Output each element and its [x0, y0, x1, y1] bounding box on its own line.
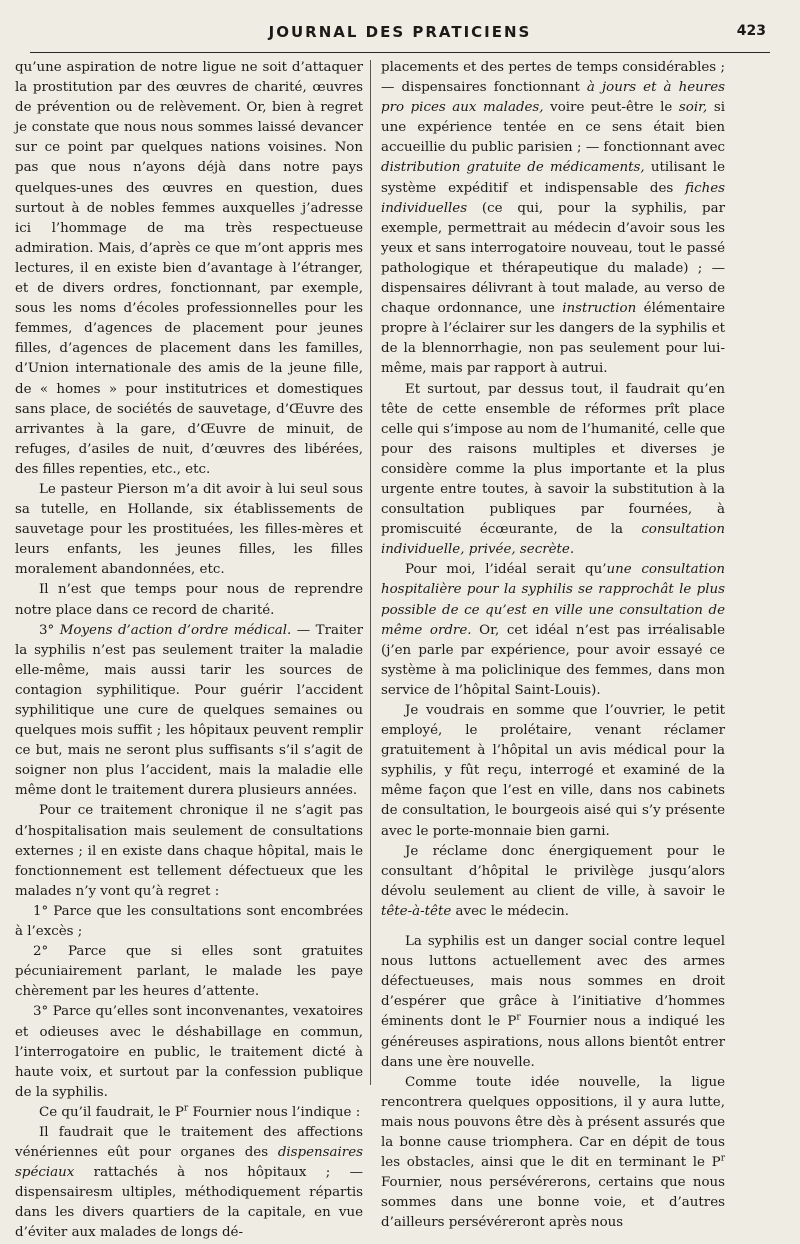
paragraph — [381, 1073, 725, 1234]
paragraph-text: si une expérience tentée en ce sens était bien accueillie du public parisien ; — fonctionnant avec — [381, 100, 726, 156]
right-column — [381, 58, 725, 1233]
paragraph — [15, 1123, 363, 1244]
paragraph-text: Fournier nous a indiqué les généreuses aspirations, nous allons bientôt entrer dans une ère nouvelle. — [381, 1014, 725, 1070]
journal-title: JOURNAL DES PRATICIENS — [268, 23, 532, 41]
paragraph — [15, 1103, 363, 1123]
section-number: 3° — [39, 622, 60, 638]
paragraph — [381, 58, 725, 380]
italic-text: fiches individuelles — [381, 180, 725, 216]
paragraph: Le pasteur Pierson m’a dit avoir à lui seul sous sa tutelle, en Hollande, six établissements de sauvetage pour les prostituées, les filles-mères et leurs enfants, les jeunes filles, les filles moralement abandonnées, etc. — [15, 481, 363, 578]
paragraph: qu’une aspiration de notre ligue ne soit d’attaquer la prostitution par des œuvres de charité, œuvres de prévention ou de relèvement. Or, bien à regret je constate que nous nous sommes laissé devancer sur ce point par quelques nations voisines. Non pas que nous n’ayons déjà dans notre pays quelques-unes des œuvres en question, dues surtout à de nobles femmes auxquelles j’adresse ici l’hommage de ma très respectueuse admiration. Mais, d’après ce que m’ont appris mes lectures, il en existe bien d’avantage à l’étranger, et de divers ordres, fonctionnant, par exemple, sous les noms d’écoles professionnelles pour les femmes, d’agences de placement pour jeunes filles, d’agences de placement dans les familles, d’Union internationale des amis de la jeune fille, de « homes » pour institutrices et domestiques sans place, de sociétés de sauvetage, d’Œuvre des arrivantes à la gare, d’Œuvre de minuit, de refuges, d’asiles de nuit, d’œuvres des libérées, des filles repenties, etc., etc. — [15, 60, 363, 477]
italic-text: une consultation hospitalière pour la syphilis se rapprochât le plus possible de ce qu’est en ville une consultation de même ordre. — [381, 562, 726, 638]
left-column — [15, 58, 363, 1244]
paragraph-text: Il faudrait que le traitement des affections vénériennes eût pour organes des — [15, 1124, 363, 1161]
superscript: r — [720, 1153, 725, 1164]
paragraph-text: avec le médecin. — [451, 903, 569, 919]
page-header — [30, 20, 770, 53]
paragraph-text: Et surtout, par dessus tout, il faudrait qu’en tête de cette ensemble de réformes prît place celle qui s’impose au nom de l’humanité, celle que pour des raisons multiples et diverses je considère comme la plus importante et la plus urgente entre toutes, à savoir la substitution à la consultation publiques par fournées, à promiscuité écœurante, de la — [381, 381, 725, 538]
paragraph-text: Ce qu’il faudrait, le P — [39, 1104, 184, 1120]
paragraph-text: La syphilis est un danger social contre lequel nous luttons actuellement avec des armes défectueuses, mais nous sommes en droit d’espérer que grâce à l’initiative d’hommes éminents dont le P — [381, 934, 725, 1030]
page-number: 423 — [736, 23, 766, 39]
paragraph-text: voire peut-être le — [543, 100, 679, 116]
paragraph-text: Pour moi, l’idéal serait qu’ — [405, 562, 607, 578]
list-item: 1° Parce que les consultations sont encombrées à l’excès ; — [15, 903, 363, 940]
italic-text: dispensaires spéciaux — [15, 1145, 363, 1181]
superscript: r — [516, 1012, 521, 1023]
paragraph-text: utilisant le système expéditif et indispensable des — [381, 160, 725, 196]
superscript: r — [183, 1103, 189, 1114]
paragraph-text: placements et des pertes de temps considérables ; — dispensaires fonctionnant — [381, 60, 725, 96]
paragraph-text: Or, cet idéal n’est pas irréalisable (j’en parle par expérience, pour avoir essayé ce système à ma policlinique des femmes, dans mon service de l’hôpital Saint-Louis). — [381, 622, 725, 698]
italic-text: à jours et à heures pro pices aux malades, — [381, 80, 725, 116]
paragraph: Pour ce traitement chronique il ne s’agit pas d’hospitalisation mais seulement de consultations externes ; il en existe dans chaque hôpital, mais le fonctionnement est tellement défectueux que les malades n’y vont qu’à regret : — [15, 803, 363, 899]
paragraph — [381, 380, 725, 561]
paragraph — [381, 560, 725, 701]
paragraph — [381, 932, 725, 1073]
italic-text: soir, — [678, 100, 708, 116]
italic-text: consultation individuelle, privée, secrète. — [381, 522, 725, 558]
section-paragraph — [15, 621, 363, 802]
paragraph: Il n’est que temps pour nous de reprendre notre place dans ce record de charité. — [15, 582, 363, 618]
paragraph-text: Je réclame donc énergiquement pour le consultant d’hôpital le privilège jusqu’alors dévolu seulement au client de ville, à savoir le — [381, 843, 725, 899]
paragraph-text: — Traiter la syphilis n’est pas seulement traiter la maladie elle-même, mais aussi tarir les sources de contagion syphilitique. Pour guérir l’accident syphilitique une cure de quelques semaines ou quelques mois suffit ; les hôpitaux peuvent remplir ce but, mais ne seront plus suffisants s’il s’agit de soigner non plus l’accident, mais la maladie elle même dont le traitement durera plusieurs années. — [15, 622, 363, 799]
paragraph-text: rattachés à nos hôpitaux ; — dispensairesm ultiples, méthodiquement répartis dans les divers quartiers de la capitale, en vue d’éviter aux malades de longs dé- — [15, 1165, 363, 1241]
italic-text: tête-à-tête — [381, 903, 452, 919]
section-heading: Moyens d’action d’ordre médical. — [59, 622, 292, 638]
paragraph-text: Fournier, nous persévérerons, certains que nous sommes dans une bonne voie, et d’autres d’ailleurs persévéreront après nous — [381, 1175, 725, 1231]
paragraph: Je voudrais en somme que l’ouvrier, le petit employé, le prolétaire, venant réclamer gratuitement à l’hôpital un avis médical pour la syphilis, y fût reçu, interrogé et examiné de la même façon que l’est en ville, dans nos cabinets de consultation, le bourgeois aisé qui s’y présente avec le porte-monnaie bien garni. — [381, 703, 725, 839]
paragraph-text: (ce qui, pour la syphilis, par exemple, permettrait au médecin d’avoir sous les yeux et sans interrogatoire nouveau, tout le passé pathologique et thérapeutique du malade) ; — dispensaires délivrant à tout malade, au verso de chaque ordonnance, une — [381, 200, 725, 317]
italic-text: instruction — [562, 301, 637, 317]
paragraph-text: Comme toute idée nouvelle, la ligue rencontrera quelques oppositions, il y aura lutte, mais nous pouvons être dès à présent assurés que la bonne cause triomphera. Car en dépit de tous les obstacles, ainsi que le dit en terminant le P — [381, 1074, 725, 1171]
paragraph-text: élémentaire propre à l’éclairer sur les dangers de la syphilis et de la blennorrhagie, non pas seulement pour lui-même, mais par rapport à autrui. — [381, 301, 725, 377]
italic-text: distribution gratuite de médicaments, — [381, 160, 645, 176]
list-item: 2° Parce que si elles sont gratuites pécuniairement parlant, le malade les paye chèrement par les heures d’attente. — [15, 944, 363, 1000]
list-item: 3° Parce qu’elles sont inconvenantes, vexatoires et odieuses avec le déshabillage en commun, l’interrogatoire en public, le traitement dicté à haute voix, et surtout par la confession publique de la syphilis. — [15, 1004, 363, 1100]
paragraph-text: Fournier nous l’indique : — [188, 1104, 361, 1120]
column-divider — [370, 60, 371, 1085]
paragraph — [381, 842, 725, 922]
